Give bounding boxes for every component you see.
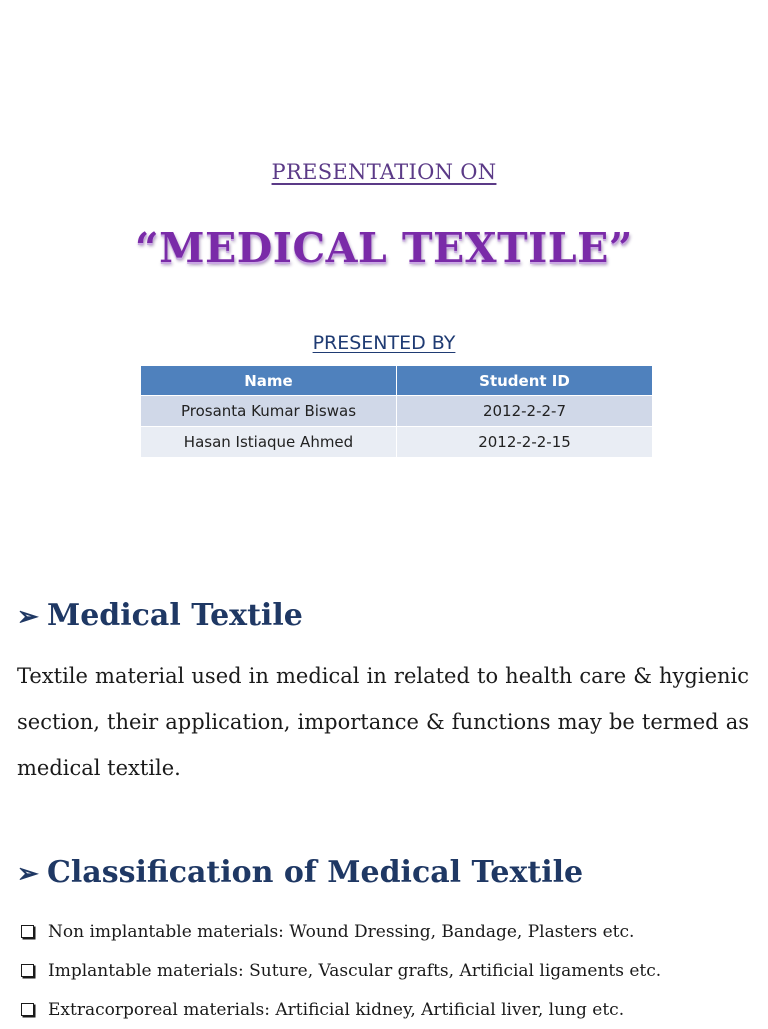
section-heading-text: Classification of Medical Textile (47, 855, 584, 890)
list-item (17, 990, 757, 1029)
student-id: 2012-2-2-15 (397, 427, 653, 458)
section-heading-text: Medical Textile (47, 598, 303, 633)
section-heading-medical-textile (17, 598, 303, 633)
checkbox-bullet-icon (21, 925, 34, 938)
presented-by-label: PRESENTED BY (312, 332, 456, 354)
list-item (17, 912, 757, 951)
classification-list (17, 912, 757, 1029)
main-title: “MEDICAL TEXTILE” (135, 224, 633, 272)
student-name: Hasan Istiaque Ahmed (141, 427, 397, 458)
arrow-bullet-icon: ➢ (17, 602, 39, 632)
checkbox-bullet-icon (21, 1003, 34, 1016)
list-item (17, 951, 757, 990)
student-id: 2012-2-2-7 (397, 396, 653, 427)
section-heading-classification (17, 855, 583, 890)
arrow-bullet-icon: ➢ (17, 859, 39, 889)
column-header-student-id: Student ID (397, 366, 653, 396)
definition-paragraph: Textile material used in medical in related to health care & hygienic section, their application, importance & functions may be termed as medical textile. (17, 664, 749, 780)
student-name: Prosanta Kumar Biswas (141, 396, 397, 427)
students-table (141, 366, 652, 457)
list-item-text: Non implantable materials: Wound Dressing, Bandage, Plasters etc. (48, 921, 635, 942)
list-item-text: Extracorporeal materials: Artificial kidney, Artificial liver, lung etc. (48, 999, 625, 1020)
list-item-text: Implantable materials: Suture, Vascular grafts, Artificial ligaments etc. (48, 960, 662, 981)
table-header-row (141, 366, 652, 396)
column-header-name: Name (141, 366, 397, 396)
table-row (141, 427, 652, 458)
table-row (141, 396, 652, 427)
presentation-on-label: PRESENTATION ON (271, 160, 497, 184)
checkbox-bullet-icon (21, 964, 34, 977)
